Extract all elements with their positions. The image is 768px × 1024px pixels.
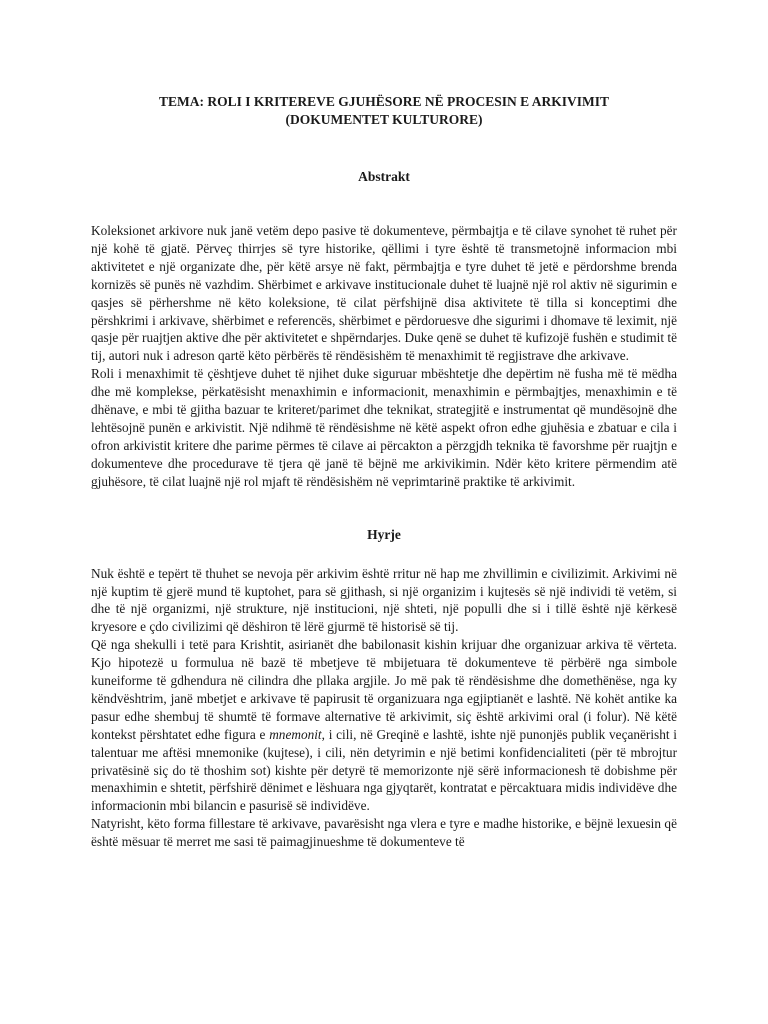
- intro-paragraph-3: Natyrisht, këto forma fillestare të arkivave, pavarësisht nga vlera e tyre e madhe historike, e bëjnë lexuesin që është mësuar të merret me sasi të paimagjinueshme të dokumenteve të: [91, 816, 677, 850]
- intro-body: [91, 565, 677, 852]
- document-title: [91, 93, 677, 129]
- document-page: [91, 93, 677, 851]
- abstract-paragraph-1: Koleksionet arkivore nuk janë vetëm depo pasive të dokumenteve, përmbajtja e të cilave synohet të ruhet për një kohë të gjatë. Përveç thirrjes së tyre historike, qëllimi i tyre është të transmetojnë informacion mbi aktivitetet e një organizate dhe, për këtë arsye në fakt, përmbajtja e tyre duhet të jetë e përdorshme brenda kornizës së punës në vazhdim. Shërbimet e arkivave institucionale duhet të luajnë një rol aktiv në sigurimin e qasjes së përhershme në këto koleksione, të cilat përfshijnë disa aktivitete të tilla si konceptimi dhe përshkrimi i arkivave, shërbimet e referencës, shërbimet e përdoruesve dhe sigurimi i dhomave të leximit, një qasje për ruajtjen aktive dhe për aktivitetet e shpërndarjes. Duke qenë se duhet të kufizojë fushën e studimit të tij, autori nuk i adreson qartë këto përbërës të rëndësishëm të menaxhimit të regjistrave dhe arkivave.: [91, 223, 677, 364]
- abstract-heading: Abstrakt: [358, 169, 410, 184]
- title-line-1: TEMA: ROLI I KRITEREVE GJUHËSORE NË PROCESIN E ARKIVIMIT: [158, 94, 610, 109]
- intro-paragraph-1: Nuk është e tepërt të thuhet se nevoja për arkivim është rritur në hap me zhvillimin e civilizimit. Arkivimi në një kuptim të gjerë mund të kuptohet, para së gjithash, si një organizim i kujtesës së një individi të vetëm, si dhe të një organizmi, një strukture, një institucioni, një shteti, një populli dhe si i tillë është një kërkesë kryesore e çdo civilizimi që dëshiron të lërë gjurmë të historisë së tij.: [91, 565, 677, 635]
- mnemon-term: mnemonit: [269, 726, 322, 742]
- intro-paragraph-2-part-2: , i cili, në Greqinë e lashtë, ishte një punonjës publik veçanërisht i talentuar me aftësi mnemonike (kujtese), i cili, nën detyrimin e një betimi konfidencialiteti (për të mbrojtur privatësinë siç do të thoshim sot) kishte për detyrë të memorizonte një sërë informacionesh të dobishme për menaxhimin e shtetit, përfshirë dënimet e lëshuara nga gjyqtarët, kontratat e përcaktuara midis individëve dhe informacionin mbi bilancin e pasurisë së individëve.: [91, 726, 677, 814]
- intro-paragraph-2: [91, 636, 677, 815]
- intro-paragraph-2-part-1: Që nga shekulli i tetë para Krishtit, asirianët dhe babilonasit kishin krijuar dhe organizuar arkiva të vërteta. Kjo hipotezë u formulua në bazë të mbetjeve të mbijetuara të dokumenteve të përbërë nga simbole kuneiforme të gdhendura në cilindra dhe pllaka argjile. Jo më pak të rëndësishme dhe domethënëse, nga ky këndvështrim, janë mbetjet e arkivave të papirusit të organizuara nga egjiptianët e lashtë. Në kohët antike ka pasur edhe shembuj të shumtë të formave alternative të arkivimit, siç është arkivimi oral (i folur). Në këtë kontekst përshtatet edhe figura e: [91, 637, 677, 742]
- intro-heading: Hyrje: [367, 526, 401, 542]
- abstract-paragraph-2: Roli i menaxhimit të çështjeve duhet të njihet duke siguruar mbështetje dhe depërtim në fusha më të mëdha dhe më komplekse, përkatësisht menaxhimin e informacionit, menaxhimin e përmbajtjes, menaxhimin e të dhënave, e mbi të gjitha bazuar te kriteret/parimet dhe teknikat, strategjitë e instrumentat që mundësojnë dhe lehtësojnë punën e arkivistit. Një ndihmë të rëndësishme në këtë aspekt ofron edhe gjuhësia e zbatuar e cila i ofron arkivistit kritere dhe parime përmes të cilave ai përcakton a përzgjdh teknika të favorshme për ruajtjn e dokumenteve dhe procedurave të tjera që janë të bëjnë me arkivikimin. Ndër këto kritere përmendim atë gjuhësore, të cilat luajnë një rol mjaft të rëndësishëm në veprimtarinë praktike të arkivimit.: [91, 366, 677, 489]
- title-line-2: (DOKUMENTET KULTURORE): [285, 112, 483, 127]
- abstract-body: [91, 222, 677, 491]
